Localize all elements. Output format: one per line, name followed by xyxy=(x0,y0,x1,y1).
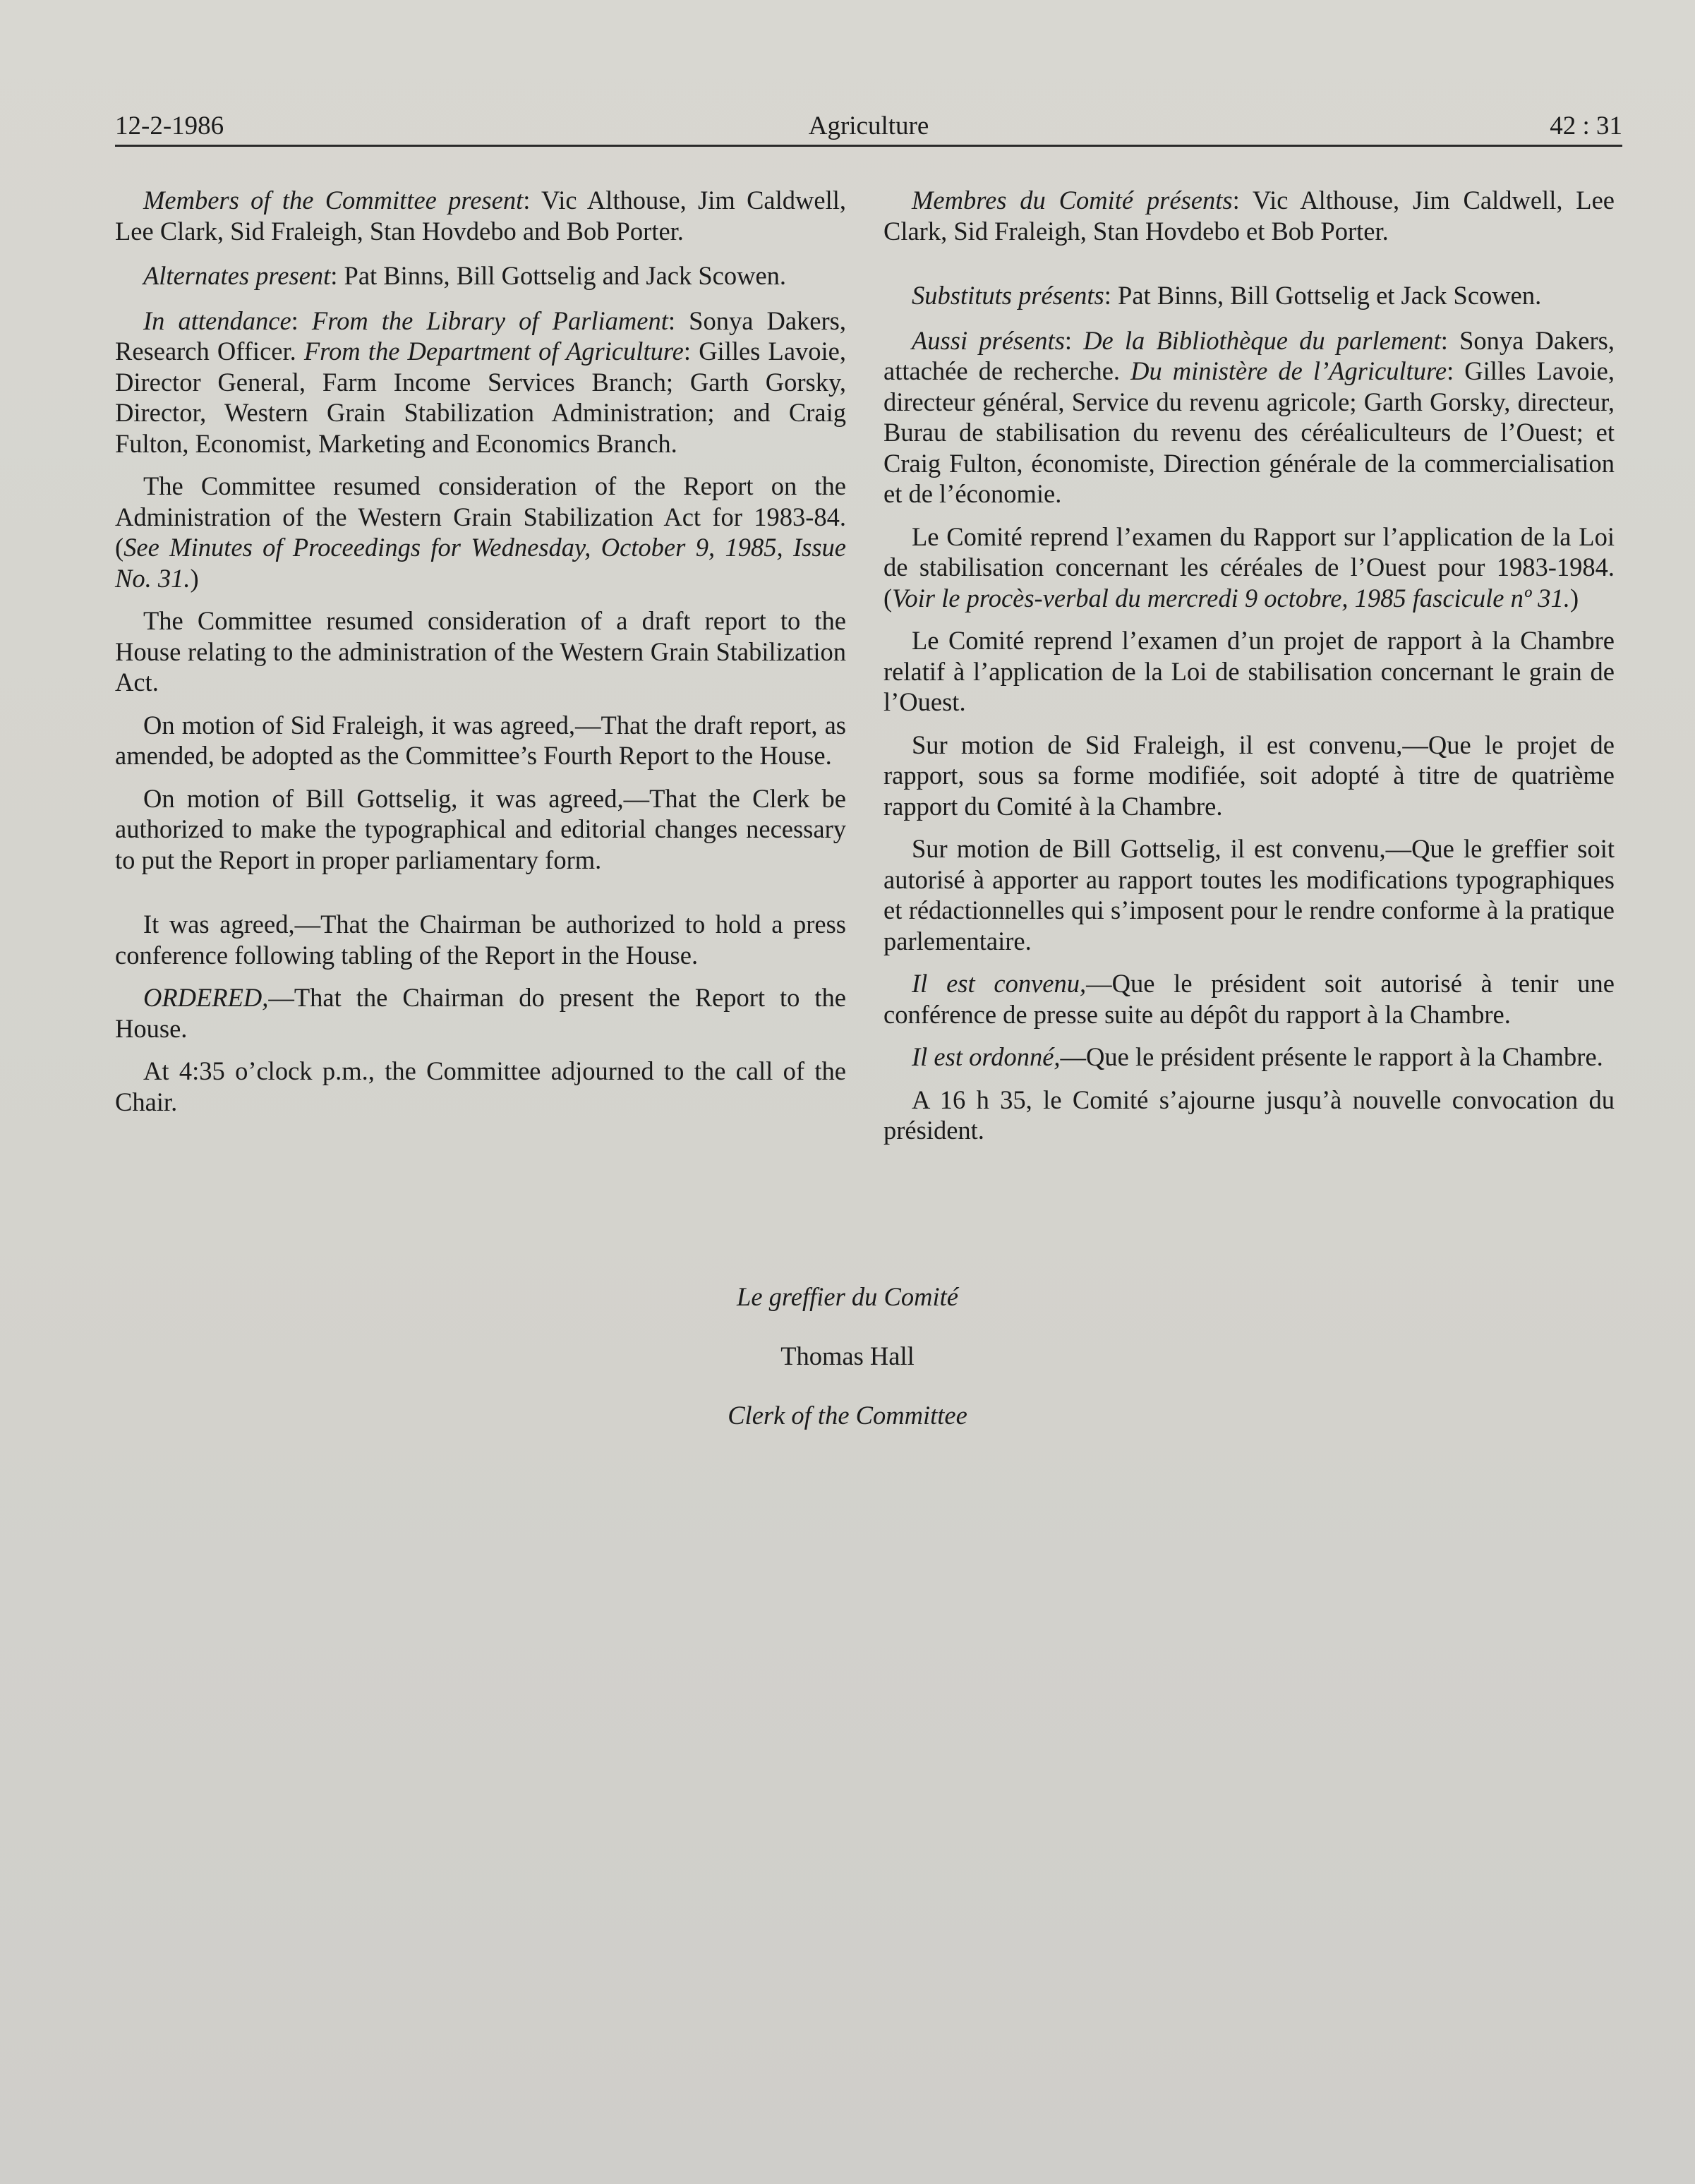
header-page-number: 42 : 31 xyxy=(1550,111,1622,140)
aussi-label: Aussi présents xyxy=(912,325,1065,355)
convenu-conference xyxy=(883,968,1615,1030)
english-column xyxy=(115,185,846,1129)
library-label: From the Library of Parliament xyxy=(311,306,668,335)
members-present xyxy=(115,185,846,246)
header-date: 12-2-1986 xyxy=(115,111,224,140)
convenu-text: —Que le président soit autorisé à tenir une conférence de presse suite au dépôt du rapport à la Chambre. xyxy=(883,969,1615,1029)
bibliotheque-text: : Sonya Dakers, attachée de recherche. xyxy=(883,325,1615,385)
attendance-label: In attendance xyxy=(143,306,291,335)
ordonne-label: Il est ordonné, xyxy=(912,1042,1061,1071)
alternates-label: Alternates present xyxy=(143,261,331,290)
aussi-presents xyxy=(883,325,1615,509)
header-rule xyxy=(115,145,1622,147)
ministere-label: Du ministère de l’Agriculture xyxy=(1130,356,1447,385)
substituts-label: Substituts présents xyxy=(912,281,1104,310)
clerk-title-english: Clerk of the Committee xyxy=(728,1401,967,1430)
header-title: Agriculture xyxy=(808,111,929,140)
attendance-sep: : xyxy=(291,306,312,335)
dept-text: : Gilles Lavoie, Director General, Farm Income Services Branch; Garth Gorsky, Director, Western Grain Stabilization Administration; and Craig Fulton, Economist, Marketing and Economics Branch. xyxy=(115,337,846,458)
dept-label: From the Department of Agriculture xyxy=(303,337,684,366)
adjourned: At 4:35 o’clock p.m., the Committee adjourned to the call of the Chair. xyxy=(115,1056,846,1116)
ordonne-rapport xyxy=(883,1042,1615,1073)
motion-fraleigh: On motion of Sid Fraleigh, it was agreed,—That the draft report, as amended, be adopted as the Committee’s Fourth Report to the House. xyxy=(115,710,846,770)
reprend-rapport-text: Le Comité reprend l’examen du Rapport sur l’application de la Loi de stabilisation concernant les céréales de l’Ouest pour 1983-1984. ( xyxy=(883,521,1615,613)
resumed-report-close: ) xyxy=(190,563,199,593)
convenu-label: Il est convenu, xyxy=(912,969,1087,998)
motion-gottselig-fr: Sur motion de Bill Gottselig, il est convenu,—Que le greffier soit autorisé à apporter au rapport toutes les modifications typographiques et rédactionnelles qui s’imposent pour le rendre conforme à la pratique parlementaire. xyxy=(883,834,1615,955)
ministere-text: : Gilles Lavoie, directeur général, Service du revenu agricole; Garth Gorsky, directeur, Burau de stabilisation du revenu des céréaliculteurs de l’Ouest; et Craig Fulton, économiste, Direction générale de la commercialisation et de l’économie. xyxy=(883,356,1615,508)
reprend-rapport-reference: Voir le procès-verbal du mercredi 9 octobre, 1985 fascicule nº 31. xyxy=(892,583,1570,613)
ordonne-text: —Que le président présente le rapport à la Chambre. xyxy=(1060,1042,1603,1071)
library-text: : Sonya Dakers, Research Officer. xyxy=(115,306,846,366)
reprend-rapport-close: ) xyxy=(1569,583,1579,613)
agreed-press-conference: It was agreed,—That the Chairman be authorized to hold a press conference following tabling of the Report in the House. xyxy=(115,910,846,970)
in-attendance xyxy=(115,306,846,459)
resumed-report-text: The Committee resumed consideration of the Report on the Administration of the Western Grain Stabilization Act for 1983-84. ( xyxy=(115,471,846,562)
resumed-draft: The Committee resumed consideration of a draft report to the House relating to the administration of the Western Grain Stabilization Act. xyxy=(115,606,846,696)
motion-gottselig: On motion of Bill Gottselig, it was agreed,—That the Clerk be authorized to make the typographical and editorial changes necessary to put the Report in proper parliamentary form. xyxy=(115,783,846,874)
clerk-title-french: Le greffier du Comité xyxy=(737,1282,958,1311)
ajourne: A 16 h 35, le Comité s’ajourne jusqu’à nouvelle convocation du président. xyxy=(883,1085,1615,1145)
resumed-report-reference: See Minutes of Proceedings for Wednesday, October 9, 1985, Issue No. 31. xyxy=(115,533,846,593)
substituts-text: : Pat Binns, Bill Gottselig et Jack Scowen. xyxy=(1104,281,1542,310)
ordered-text: —That the Chairman do present the Report to the House. xyxy=(115,983,846,1043)
french-column xyxy=(883,185,1615,1158)
membres-text: : Vic Althouse, Jim Caldwell, Lee Clark, Sid Fraleigh, Stan Hovdebo et Bob Porter. xyxy=(883,186,1615,246)
alternates-present xyxy=(115,260,846,291)
bibliotheque-label: De la Bibliothèque du parlement xyxy=(1083,325,1441,355)
reprend-projet: Le Comité reprend l’examen d’un projet de rapport à la Chambre relatif à l’application de la Loi de stabilisation concernant le grain de l’Ouest. xyxy=(883,626,1615,716)
clerk-name: Thomas Hall xyxy=(780,1341,915,1370)
motion-fraleigh-fr: Sur motion de Sid Fraleigh, il est convenu,—Que le projet de rapport, sous sa forme modifiée, soit adopté à titre de quatrième rapport du Comité à la Chambre. xyxy=(883,730,1615,821)
substituts-presents xyxy=(883,280,1615,311)
aussi-sep: : xyxy=(1064,325,1084,355)
alternates-text: : Pat Binns, Bill Gottselig and Jack Scowen. xyxy=(330,261,787,290)
ordered-label: ORDERED, xyxy=(143,983,269,1012)
page-header xyxy=(115,106,1622,147)
resumed-report xyxy=(115,471,846,593)
reprend-rapport xyxy=(883,521,1615,614)
membres-label: Membres du Comité présents xyxy=(912,186,1233,215)
membres-presents xyxy=(883,185,1615,246)
ordered-present-report xyxy=(115,982,846,1044)
members-text: : Vic Althouse, Jim Caldwell, Lee Clark, Sid Fraleigh, Stan Hovdebo and Bob Porter. xyxy=(115,186,846,246)
members-label: Members of the Committee present xyxy=(143,186,524,215)
